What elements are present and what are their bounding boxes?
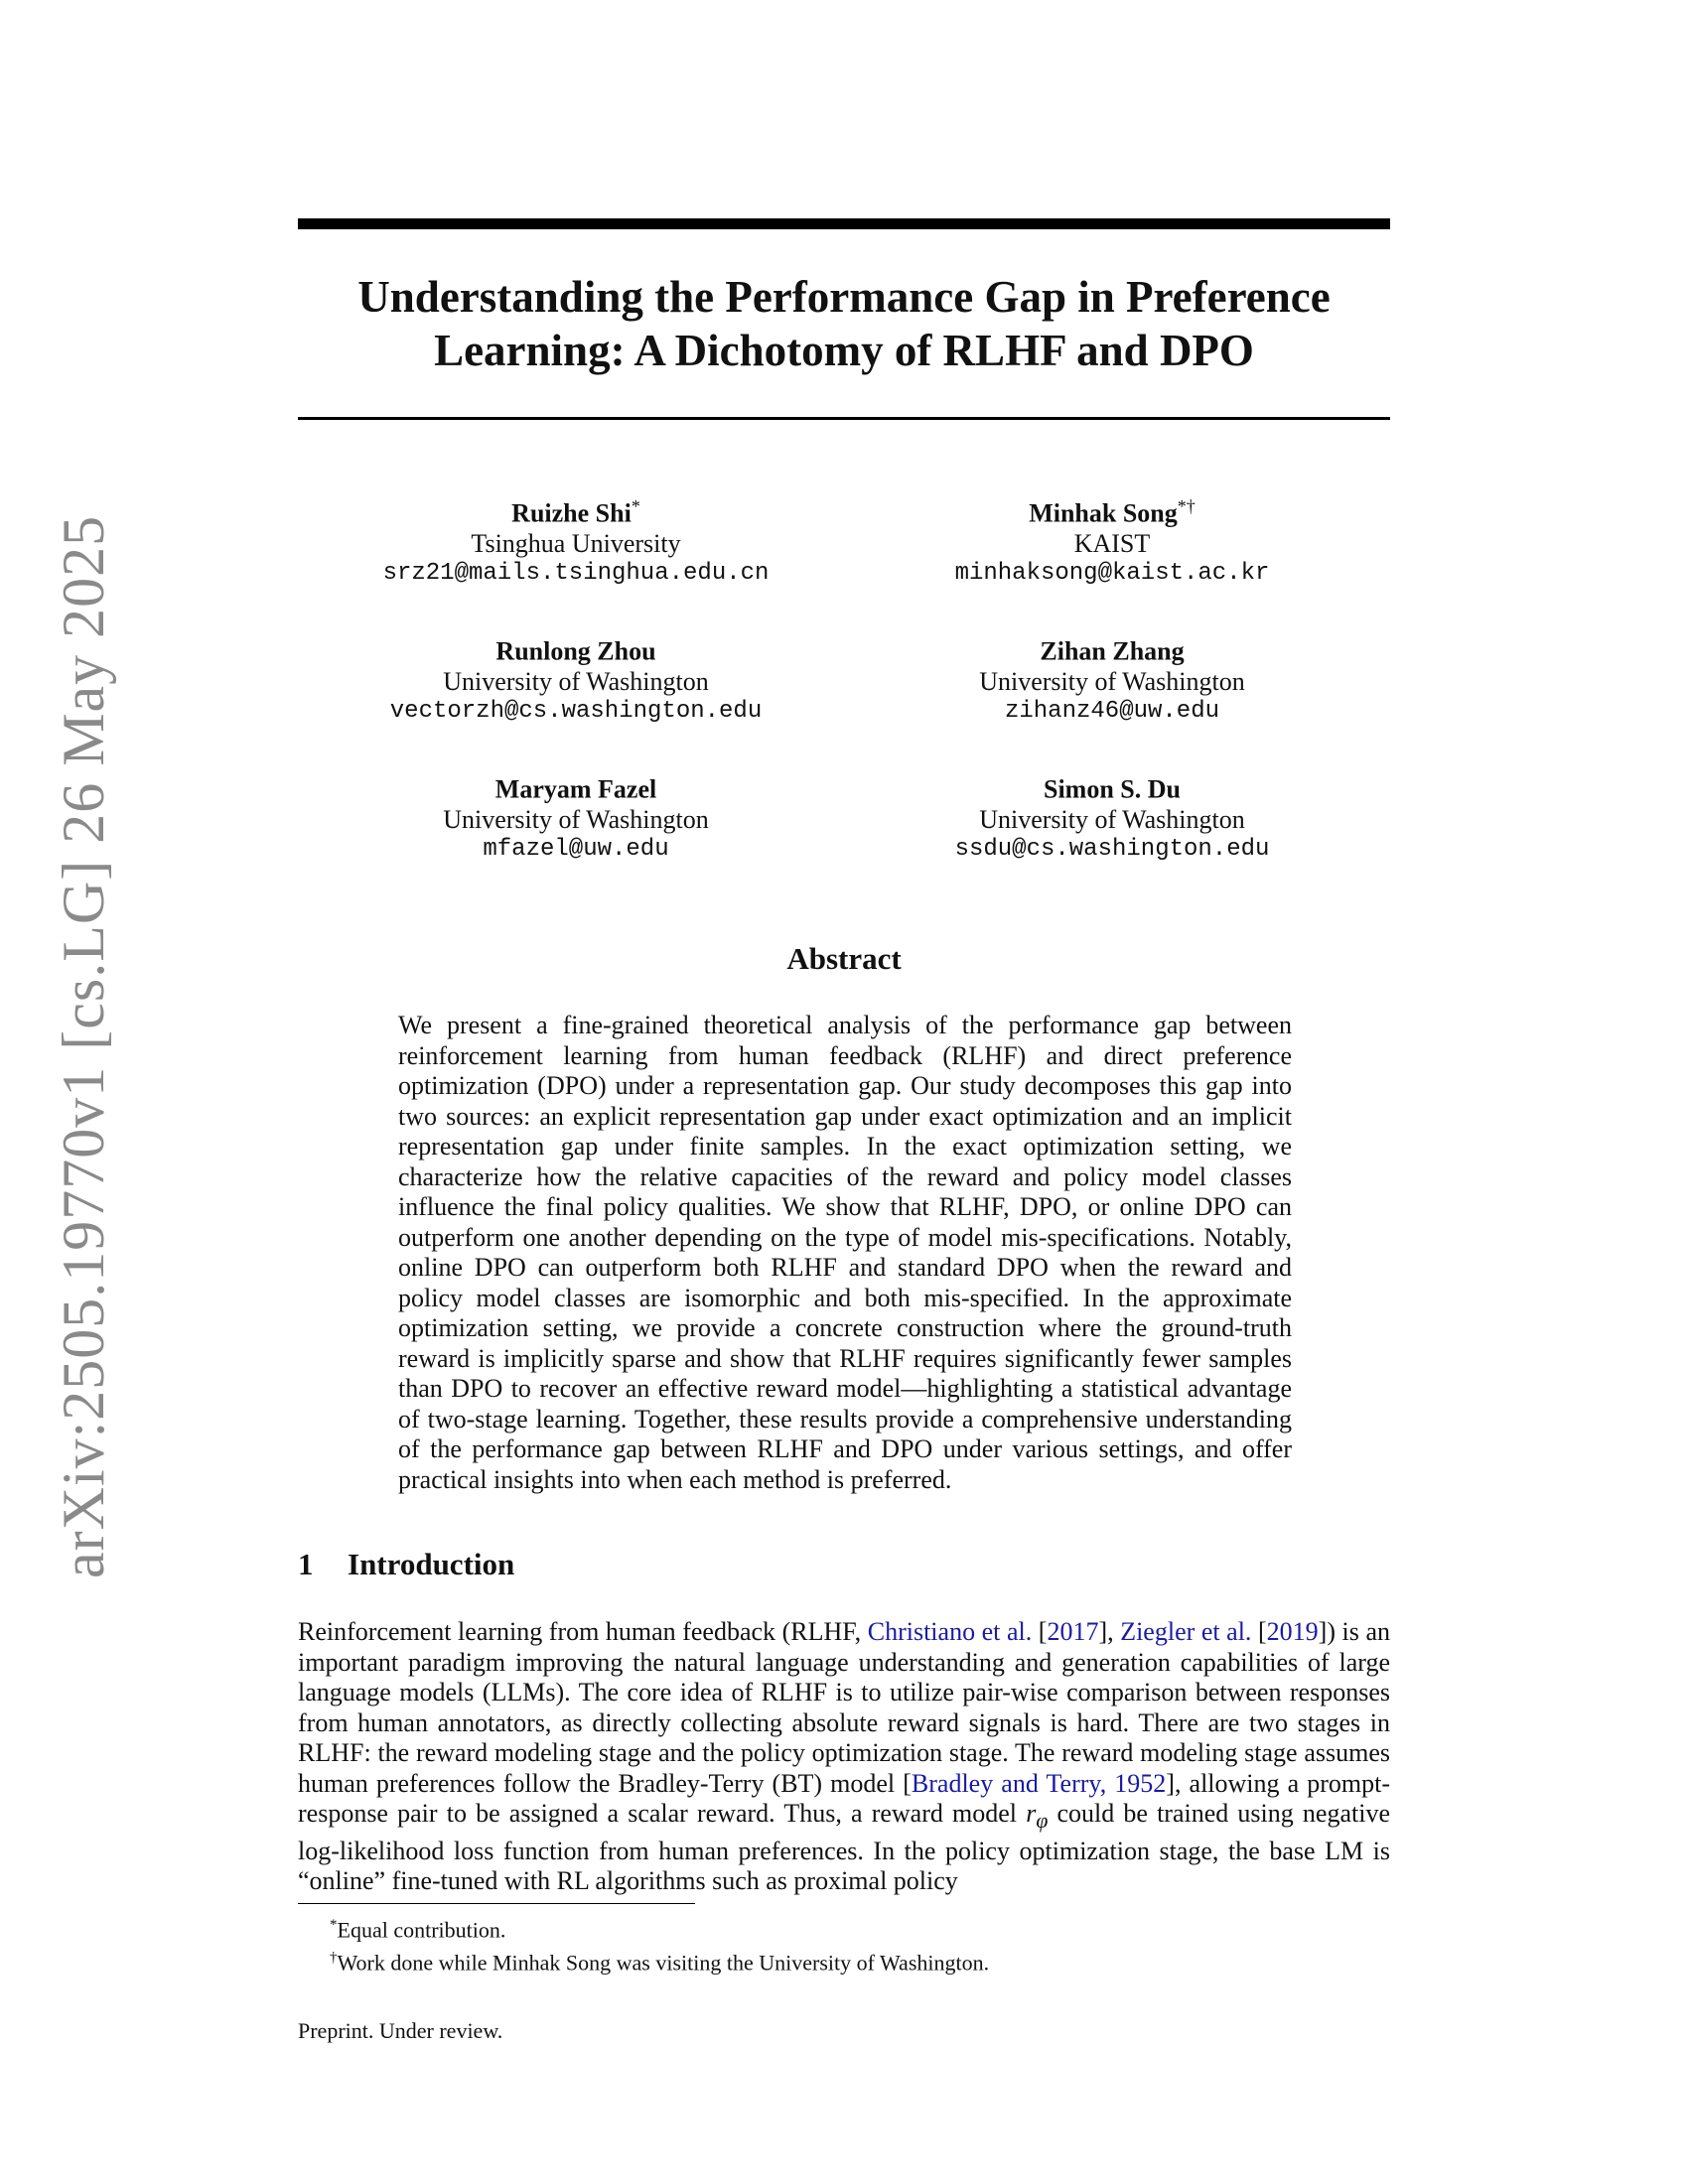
- author-affiliation: University of Washington: [443, 804, 709, 834]
- author-email: srz21@mails.tsinghua.edu.cn: [382, 559, 770, 587]
- author-card: [298, 767, 854, 865]
- section-number: 1: [298, 1547, 314, 1581]
- intro-text: [: [1251, 1617, 1267, 1646]
- title-line-2: Learning: A Dichotomy of RLHF and DPO: [434, 326, 1254, 375]
- author-email: ssdu@cs.washington.edu: [954, 835, 1270, 863]
- footnote: [298, 1911, 1390, 1944]
- author-card: [834, 491, 1390, 589]
- author-card: [298, 629, 854, 727]
- section-title: Introduction: [348, 1547, 515, 1581]
- author-card: [834, 767, 1390, 865]
- author-affiliation: University of Washington: [979, 804, 1245, 834]
- footnote-text: Work done while Minhak Song was visiting the University of Washington.: [337, 1950, 990, 1976]
- intro-text: ]) is an important paradigm improving the natural language understanding and generation capabilities of large language models (LLMs). The core idea of RLHF is to utilize pair-wise comparison between responses from human annotators, as directly collecting absolute reward signals is hard. There are two stages in RLHF: the reward modeling stage and the policy optimization stage. The reward modeling stage assumes human preferences follow the Bradley-Terry (BT) model [: [298, 1617, 1390, 1798]
- abstract-heading: Abstract: [786, 941, 902, 976]
- footnote-text: Equal contribution.: [337, 1917, 506, 1943]
- intro-text: Reinforcement learning from human feedback (RLHF,: [298, 1617, 868, 1646]
- author-affiliation: University of Washington: [443, 666, 709, 696]
- author-card: [298, 491, 854, 589]
- footnote-mark: †: [330, 1950, 338, 1967]
- section-heading: [298, 1547, 1390, 1582]
- author-name: Simon S. Du: [1044, 774, 1181, 804]
- author-name: Zihan Zhang: [1040, 636, 1185, 666]
- arxiv-side-stamp: arXiv:2505.19770v1 [cs.LG] 26 May 2025: [51, 514, 116, 1578]
- footnotes: [298, 1911, 1390, 1978]
- footnote-rule: [298, 1903, 695, 1904]
- math-subscript: φ: [1036, 1809, 1049, 1834]
- title-rule-bottom: [298, 417, 1390, 420]
- citation-link[interactable]: 2019: [1266, 1617, 1319, 1646]
- citation-link[interactable]: 2017: [1047, 1617, 1099, 1646]
- footnote: [298, 1944, 1390, 1977]
- author-affiliation: University of Washington: [979, 666, 1245, 696]
- author-mark: *†: [1177, 496, 1196, 516]
- title-line-1: Understanding the Performance Gap in Preference: [357, 272, 1331, 322]
- preprint-note: Preprint. Under review.: [298, 2018, 503, 2043]
- intro-text: could be trained using negative log-likelihood loss function from human preferences. In the policy optimization stage, the base LM is “online” fine-tuned with RL algorithms such as proximal policy: [298, 1799, 1390, 1896]
- title-rule-top: [298, 218, 1390, 229]
- author-card: [834, 629, 1390, 727]
- intro-text: ], allowing a prompt-response pair to be assigned a scalar reward. Thus, a reward model: [298, 1768, 1391, 1828]
- author-email: minhaksong@kaist.ac.kr: [954, 559, 1270, 587]
- paper-title: [298, 270, 1390, 377]
- author-name: Runlong Zhou: [495, 636, 656, 666]
- introduction-paragraph: [298, 1617, 1390, 1897]
- author-name: Ruizhe Shi: [511, 498, 632, 528]
- author-email: vectorzh@cs.washington.edu: [389, 697, 763, 725]
- author-affiliation: Tsinghua University: [471, 528, 681, 558]
- intro-text: ],: [1098, 1617, 1121, 1646]
- author-email: zihanz46@uw.edu: [1004, 697, 1220, 725]
- citation-link[interactable]: Ziegler et al.: [1120, 1617, 1252, 1646]
- citation-link[interactable]: Bradley and Terry, 1952: [911, 1768, 1167, 1798]
- author-affiliation: KAIST: [1073, 528, 1151, 558]
- footnote-mark: *: [330, 1917, 338, 1933]
- author-email: mfazel@uw.edu: [483, 835, 669, 863]
- author-name: Minhak Song: [1029, 498, 1178, 528]
- citation-link[interactable]: Christiano et al.: [867, 1617, 1033, 1646]
- abstract-text: We present a fine-grained theoretical analysis of the performance gap between reinforcement learning from human feedback (RLHF) and direct preference optimization (DPO) under a representation gap. Our study decomposes this gap into two sources: an explicit representation gap under exact optimization and an implicit representation gap under finite samples. In the exact optimization setting, we characterize how the relative capacities of the reward and policy model classes influence the final policy qualities. We show that RLHF, DPO, or online DPO can outperform one another depending on the type of model mis-specifications. Notably, online DPO can outperform both RLHF and standard DPO when the reward and policy model classes are isomorphic and both mis-specified. In the approximate optimization setting, we provide a concrete construction where the ground-truth reward is implicitly sparse and show that RLHF requires significantly fewer samples than DPO to recover an effective reward model—highlighting a statistical advantage of two-stage learning. Together, these results provide a comprehensive understanding of the performance gap between RLHF and DPO under various settings, and offer practical insights into when each method is preferred.: [398, 1011, 1292, 1494]
- math-symbol: r: [1026, 1799, 1037, 1828]
- author-mark: *: [631, 496, 640, 516]
- intro-text: [: [1032, 1617, 1048, 1646]
- author-name: Maryam Fazel: [494, 774, 657, 804]
